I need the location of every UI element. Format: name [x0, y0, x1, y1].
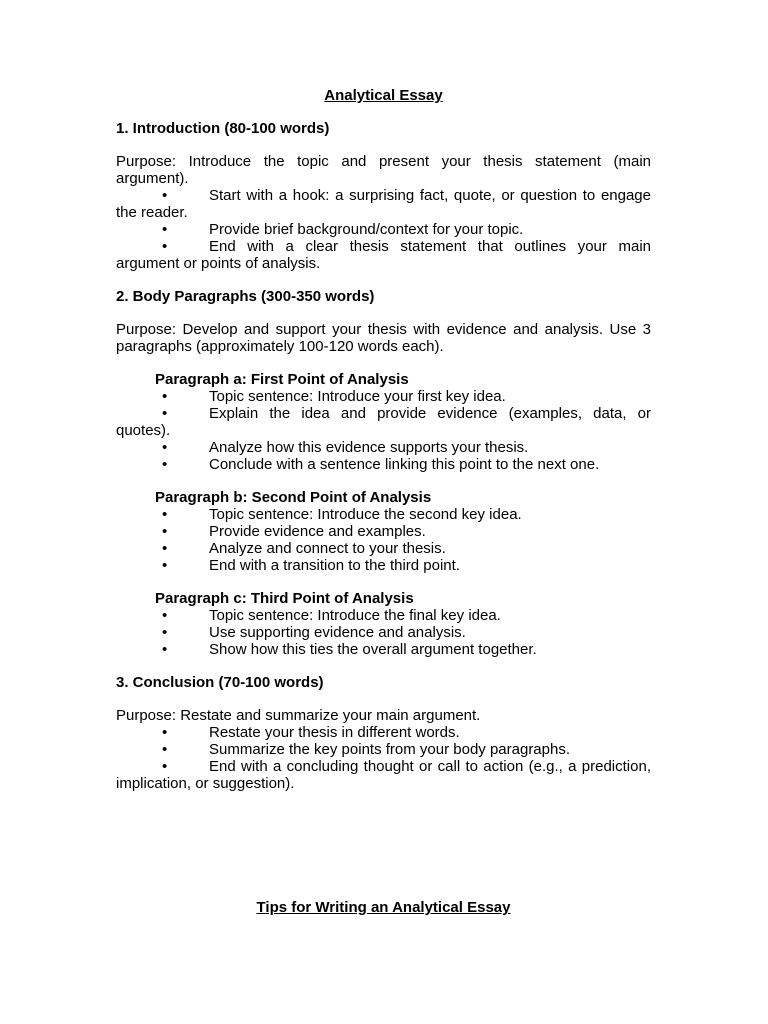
paragraph-heading-c: Paragraph c: Third Point of Analysis	[155, 590, 414, 607]
paragraph-heading-a: Paragraph a: First Point of Analysis	[155, 371, 409, 388]
bullet-icon: •	[162, 405, 168, 422]
bullet-icon: •	[162, 641, 168, 658]
bullet-icon: •	[162, 741, 168, 758]
list-item: • Topic sentence: Introduce the second key idea.	[162, 506, 522, 523]
purpose-body: Purpose: Develop and support your thesis with evidence and analysis. Use 3 paragraphs (approximately 100-120 words each).	[116, 321, 651, 355]
list-item: • Analyze how this evidence supports your thesis.	[162, 439, 529, 456]
list-item: • Topic sentence: Introduce your first key idea.	[162, 388, 506, 405]
list-item: • Topic sentence: Introduce the final key idea.	[162, 607, 501, 624]
section-heading-conclusion: 3. Conclusion (70-100 words)	[116, 674, 324, 691]
list-item: • Use supporting evidence and analysis.	[162, 624, 466, 641]
spacer	[116, 808, 651, 899]
bullet-list-paragraph-b	[116, 506, 651, 574]
bullet-icon: •	[162, 388, 168, 405]
bullet-icon: •	[162, 523, 168, 540]
list-item: • End with a clear thesis statement that outlines your main argument or points of analysis.	[116, 238, 651, 272]
document-title: Analytical Essay	[324, 87, 443, 104]
bullet-icon: •	[162, 221, 168, 238]
list-item: • Conclude with a sentence linking this point to the next one.	[162, 456, 600, 473]
bullet-icon: •	[162, 187, 168, 204]
bullet-icon: •	[162, 607, 168, 624]
bullet-icon: •	[162, 624, 168, 641]
bullet-icon: •	[162, 758, 168, 775]
list-item: • Start with a hook: a surprising fact, quote, or question to engage the reader.	[116, 187, 651, 221]
document-page	[116, 87, 651, 916]
bullet-icon: •	[162, 557, 168, 574]
list-item: • End with a transition to the third point.	[162, 557, 460, 574]
bullet-icon: •	[162, 506, 168, 523]
list-item: • Analyze and connect to your thesis.	[162, 540, 446, 557]
list-item: • Summarize the key points from your body paragraphs.	[162, 741, 571, 758]
section-heading-introduction: 1. Introduction (80-100 words)	[116, 120, 330, 137]
bullet-list-paragraph-c	[116, 607, 651, 658]
paragraph-heading-b: Paragraph b: Second Point of Analysis	[155, 489, 432, 506]
list-item: • Restate your thesis in different words.	[162, 724, 460, 741]
purpose-introduction: Purpose: Introduce the topic and present your thesis statement (main argument).	[116, 153, 651, 187]
bullet-icon: •	[162, 540, 168, 557]
bullet-list-conclusion	[116, 724, 651, 792]
bullet-list-introduction	[116, 187, 651, 272]
section-heading-body: 2. Body Paragraphs (300-350 words)	[116, 288, 375, 305]
bullet-icon: •	[162, 724, 168, 741]
list-item: • Show how this ties the overall argument together.	[162, 641, 537, 658]
tips-section-title: Tips for Writing an Analytical Essay	[256, 899, 511, 916]
list-item: • Explain the idea and provide evidence (examples, data, or quotes).	[116, 405, 651, 439]
bullet-icon: •	[162, 238, 168, 255]
bullet-icon: •	[162, 439, 168, 456]
list-item: • Provide evidence and examples.	[162, 523, 426, 540]
bullet-list-paragraph-a	[116, 388, 651, 473]
bullet-icon: •	[162, 456, 168, 473]
list-item: • End with a concluding thought or call to action (e.g., a prediction, implication, or suggestion).	[116, 758, 651, 792]
list-item: • Provide brief background/context for your topic.	[162, 221, 524, 238]
purpose-conclusion: Purpose: Restate and summarize your main argument.	[116, 707, 481, 724]
